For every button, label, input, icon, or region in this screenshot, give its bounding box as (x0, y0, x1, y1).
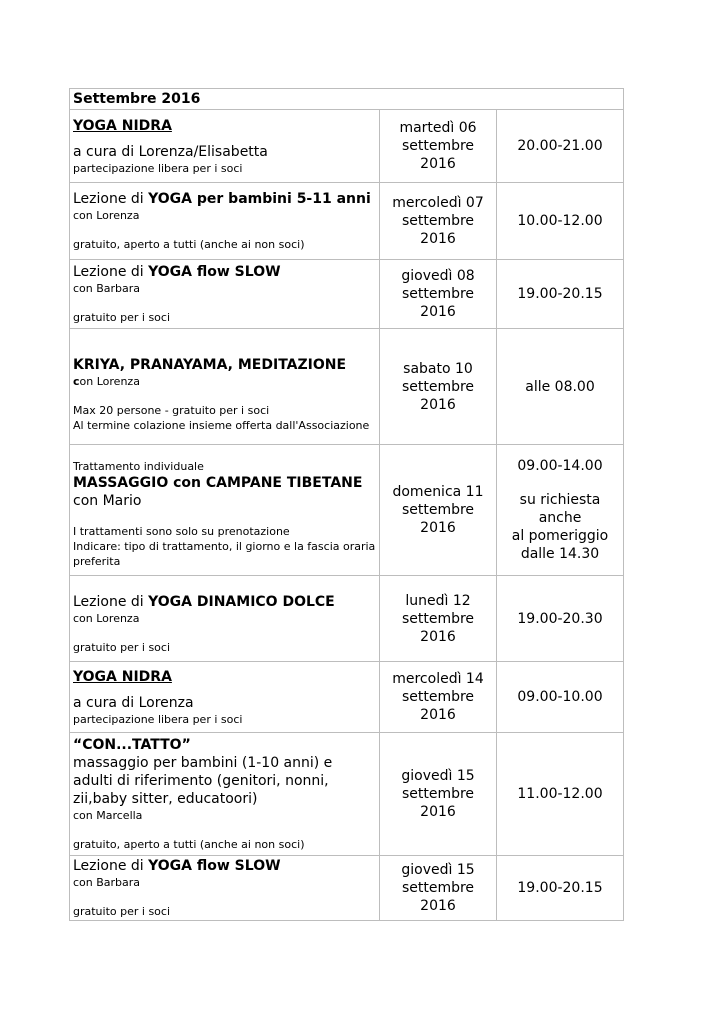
time-extra: al pomeriggio (511, 528, 609, 544)
event-note: partecipazione libera per i soci (73, 161, 243, 175)
date-day: mercoledì 14 (392, 671, 484, 687)
table-row (70, 576, 624, 662)
date-day: sabato 10 (403, 360, 473, 377)
date-cell (380, 260, 497, 329)
time-cell: 09.00-10.00 (497, 662, 624, 733)
event-note: gratuito, aperto a tutti (anche ai non soci) (73, 838, 305, 851)
date-month: settembre 2016 (401, 378, 475, 413)
event-note: gratuito per i soci (73, 640, 171, 654)
table-row (70, 110, 624, 183)
time-cell: 19.00-20.15 (497, 856, 624, 921)
event-note: Indicare: tipo di trattamento, il giorno e la fascia oraria preferita (73, 540, 376, 568)
table-row (70, 329, 624, 445)
time-cell: 20.00-21.00 (497, 110, 624, 183)
event-teacher: con Lorenza (73, 209, 140, 222)
date-cell (380, 733, 497, 856)
event-teacher: con Marcella (73, 809, 143, 822)
event-heading (73, 263, 376, 281)
event-teacher (73, 374, 376, 389)
date-day: giovedì 15 (401, 862, 475, 878)
event-teacher: con Barbara (73, 876, 141, 889)
month-header: Settembre 2016 (70, 89, 624, 110)
event-kicker: Trattamento individuale (73, 460, 204, 473)
event-note: partecipazione libera per i soci (73, 712, 243, 726)
event-prefix: Lezione di (73, 858, 149, 874)
event-prefix: Lezione di (73, 593, 149, 610)
event-description: massaggio per bambini (1-10 anni) e adulti di riferimento (genitori, nonni, zii,baby sitter, educatoori) (73, 755, 333, 807)
event-teacher-rest: on Lorenza (79, 375, 140, 388)
event-note: gratuito per i soci (73, 311, 171, 324)
date-month: settembre 2016 (401, 689, 475, 723)
date-month: settembre 2016 (401, 786, 475, 820)
date-month: settembre 2016 (401, 213, 475, 247)
time-main: 09.00-14.00 (517, 458, 603, 474)
time-cell: 11.00-12.00 (497, 733, 624, 856)
event-cell (70, 329, 380, 445)
event-title: “CON...TATTO” (73, 737, 191, 753)
event-teacher-initial: c (73, 375, 80, 388)
event-cell (70, 576, 380, 662)
date-day: mercoledì 07 (392, 195, 484, 211)
event-note: Max 20 persone - gratuito per i soci (73, 404, 270, 417)
table-row (70, 183, 624, 260)
event-title: MASSAGGIO con CAMPANE TIBETANE (73, 475, 363, 491)
table-row (70, 856, 624, 921)
event-cell (70, 183, 380, 260)
event-curator: a cura di Lorenza (73, 694, 194, 711)
event-title: YOGA flow SLOW (148, 264, 281, 280)
event-cell (70, 260, 380, 329)
date-day: martedì 06 (399, 120, 477, 136)
event-title: YOGA DINAMICO DOLCE (148, 593, 335, 610)
event-title: YOGA flow SLOW (148, 858, 281, 874)
event-teacher: con Mario (73, 493, 142, 509)
date-day: giovedì 08 (401, 268, 475, 284)
event-note: gratuito per i soci (73, 905, 171, 918)
date-cell (380, 662, 497, 733)
table-row (70, 662, 624, 733)
date-cell (380, 183, 497, 260)
date-month: settembre 2016 (401, 286, 475, 320)
event-title: YOGA per bambini 5-11 anni (148, 191, 371, 207)
time-cell: 19.00-20.15 (497, 260, 624, 329)
event-cell (70, 733, 380, 856)
event-teacher: con Lorenza (73, 611, 140, 625)
time-cell: 19.00-20.30 (497, 576, 624, 662)
date-day: domenica 11 (392, 484, 484, 500)
date-cell (380, 110, 497, 183)
event-note: I trattamenti sono solo su prenotazione (73, 525, 290, 538)
event-title: YOGA NIDRA (73, 668, 172, 685)
event-note: Al termine colazione insieme offerta dall'Associazione (73, 419, 370, 432)
date-month: settembre 2016 (401, 138, 475, 172)
event-cell (70, 856, 380, 921)
header-row (70, 89, 624, 110)
table-row (70, 260, 624, 329)
event-cell (70, 445, 380, 576)
event-heading (73, 190, 376, 208)
date-cell (380, 856, 497, 921)
event-cell (70, 662, 380, 733)
date-cell (380, 329, 497, 445)
schedule-table (69, 88, 624, 921)
event-title: YOGA NIDRA (73, 117, 172, 134)
date-month: settembre 2016 (401, 502, 475, 536)
event-heading (73, 857, 376, 875)
time-cell: 10.00-12.00 (497, 183, 624, 260)
time-extra: dalle 14.30 (520, 546, 600, 562)
time-extra: su richiesta anche (519, 492, 601, 526)
date-day: giovedì 15 (401, 768, 475, 784)
event-prefix: Lezione di (73, 264, 149, 280)
date-month: settembre 2016 (401, 610, 475, 645)
event-heading (73, 593, 376, 611)
time-cell: alle 08.00 (497, 329, 624, 445)
date-cell (380, 445, 497, 576)
event-curator: a cura di Lorenza/Elisabetta (73, 143, 268, 160)
date-month: settembre 2016 (401, 880, 475, 914)
event-note: gratuito, aperto a tutti (anche ai non soci) (73, 238, 305, 251)
event-title: KRIYA, PRANAYAMA, MEDITAZIONE (73, 357, 347, 373)
table-row (70, 733, 624, 856)
table-row (70, 445, 624, 576)
time-cell (497, 445, 624, 576)
date-day: lunedì 12 (405, 592, 471, 609)
event-prefix: Lezione di (73, 191, 149, 207)
date-cell (380, 576, 497, 662)
event-cell (70, 110, 380, 183)
event-teacher: con Barbara (73, 282, 141, 295)
